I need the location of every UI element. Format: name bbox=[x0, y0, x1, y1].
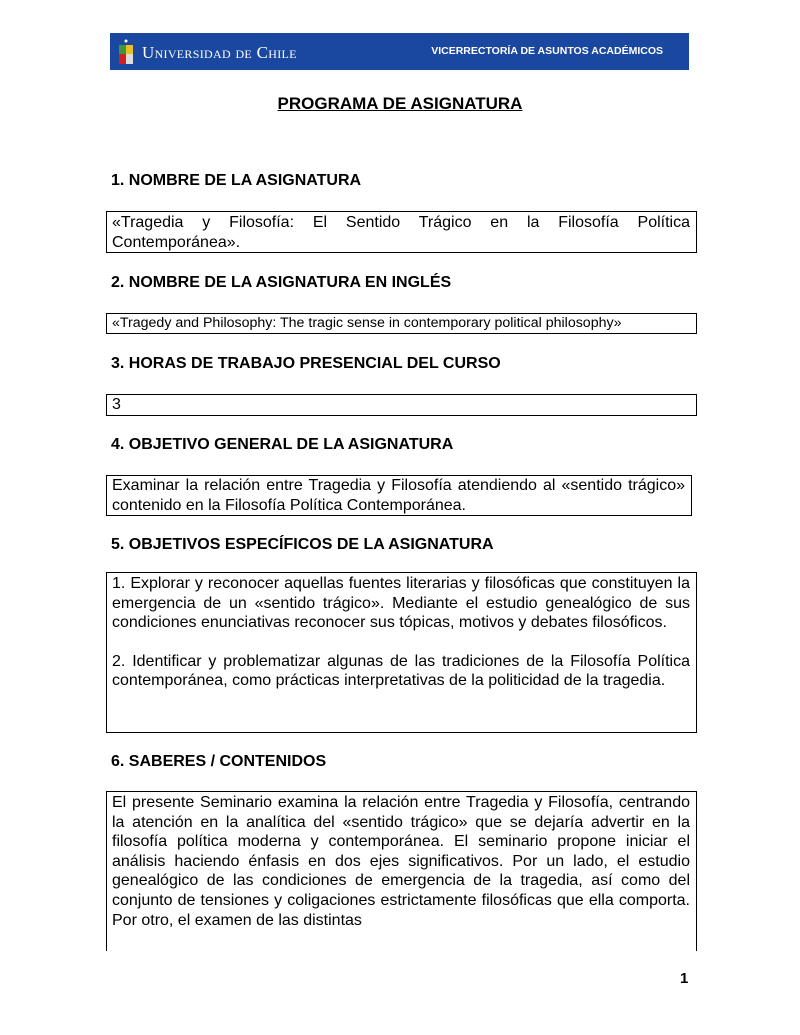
section-text: «Tragedy and Philosophy: The tragic sense in contemporary political philosophy» bbox=[112, 315, 622, 331]
section-heading: 4. OBJETIVO GENERAL DE LA ASIGNATURA bbox=[111, 436, 454, 453]
section-heading: 1. NOMBRE DE LA ASIGNATURA bbox=[111, 172, 362, 189]
section-text: Examinar la relación entre Tragedia y Filosofía atendiendo al «sentido trágico» contenido en la Filosofía Política Contemporánea. bbox=[112, 477, 685, 514]
section-heading: 5. OBJETIVOS ESPECÍFICOS DE LA ASIGNATURA bbox=[111, 536, 494, 553]
university-crest-logo bbox=[118, 38, 134, 66]
section-box bbox=[106, 791, 697, 951]
page-number: 1 bbox=[680, 970, 689, 987]
section-box bbox=[106, 475, 692, 516]
section-text: El presente Seminario examina la relación entre Tragedia y Filosofía, centrando la atención en la analítica del «sentido trágico» que se dejaría advertir en la filosofía política moderna y contemporánea. El seminario propone iniciar el análisis haciendo énfasis en dos ejes significativos. Por un lado, el estudio genealógico de las condiciones de emergencia de la tragedia, así como del conjunto de tensiones y coligaciones estrictamente filosóficas que ella comporta. Por otro, el examen de las distintas bbox=[112, 794, 690, 929]
section-box bbox=[106, 572, 697, 733]
section-heading: 3. HORAS DE TRABAJO PRESENCIAL DEL CURSO bbox=[111, 355, 501, 372]
section-box bbox=[106, 394, 697, 416]
section-heading: 2. NOMBRE DE LA ASIGNATURA EN INGLÉS bbox=[111, 274, 452, 291]
university-name: Universidad de Chile bbox=[142, 43, 297, 62]
section-box bbox=[106, 313, 697, 334]
section-heading: 6. SABERES / CONTENIDOS bbox=[111, 753, 327, 770]
page-title: PROGRAMA DE ASIGNATURA bbox=[277, 94, 523, 113]
office-name: VICERRECTORÍA DE ASUNTOS ACADÉMICOS bbox=[431, 45, 663, 57]
section-text: «Tragedia y Filosofía: El Sentido Trágico en la Filosofía Política Contemporánea». bbox=[112, 214, 690, 251]
header-banner bbox=[110, 33, 689, 70]
section-text: 2. Identificar y problematizar algunas de las tradiciones de la Filosofía Política contemporánea, como prácticas interpretativas de la politicidad de la tragedia. bbox=[112, 652, 690, 690]
section-box bbox=[106, 211, 697, 253]
section-text: 1. Explorar y reconocer aquellas fuentes literarias y filosóficas que constituyen la emergencia de un «sentido trágico». Mediante el estudio genealógico de sus condiciones enunciativas reconocer sus tópicas, motivos y debates filosóficos. bbox=[112, 575, 690, 632]
section-text: 3 bbox=[112, 396, 121, 413]
